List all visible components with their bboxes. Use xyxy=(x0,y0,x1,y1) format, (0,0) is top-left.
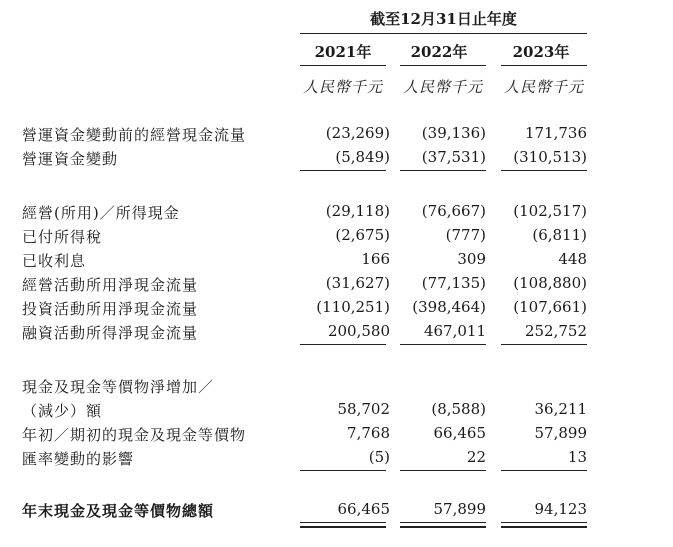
cell-2023: 252,752 xyxy=(524,322,587,340)
total-double-rule xyxy=(300,526,386,528)
year-rule-2023 xyxy=(501,65,587,66)
unit-2023: 人民幣千元 xyxy=(503,78,584,96)
cell-2023: 57,899 xyxy=(534,424,587,442)
row-label: （減少）額 xyxy=(22,402,103,420)
total-double-rule xyxy=(400,526,486,528)
cell-2022: (76,667) xyxy=(421,202,486,220)
row-label: 營運資金變動前的經營現金流量 xyxy=(22,126,247,144)
cell-2022: (777) xyxy=(445,226,486,244)
cell-2021: (5,849) xyxy=(335,148,390,166)
total-double-rule xyxy=(300,522,386,523)
cell-2021: 7,768 xyxy=(347,424,390,442)
row-label: 融資活動所得淨現金流量 xyxy=(22,324,199,342)
cell-2023: 171,736 xyxy=(524,124,587,142)
year-2021: 2021年 xyxy=(314,43,372,61)
row-label: 現金及現金等價物淨增加／ xyxy=(22,378,215,396)
subtotal-rule xyxy=(501,170,587,171)
year-rule-2021 xyxy=(300,65,386,66)
total-double-rule xyxy=(400,522,486,523)
cell-2022: 309 xyxy=(457,250,486,268)
total-2022: 57,899 xyxy=(433,500,486,518)
total-label: 年末現金及現金等價物總額 xyxy=(22,502,215,520)
cell-2021: 58,702 xyxy=(337,400,390,418)
cell-2022: 66,465 xyxy=(433,424,486,442)
cell-2023: (310,513) xyxy=(513,148,587,166)
total-double-rule xyxy=(501,526,587,528)
cell-2023: (6,811) xyxy=(532,226,587,244)
subtotal-rule xyxy=(501,470,587,471)
row-label: 投資活動所用淨現金流量 xyxy=(22,300,199,318)
row-label: 匯率變動的影響 xyxy=(22,450,135,468)
cell-2022: 22 xyxy=(466,448,486,466)
subtotal-rule xyxy=(400,470,486,471)
cell-2022: (37,531) xyxy=(421,148,486,166)
subtotal-rule xyxy=(300,470,386,471)
row-label: 營運資金變動 xyxy=(22,150,119,168)
unit-2021: 人民幣千元 xyxy=(302,78,383,96)
cell-2023: (108,880) xyxy=(513,274,587,292)
cell-2022: (39,136) xyxy=(421,124,486,142)
cell-2021: (110,251) xyxy=(316,298,390,316)
cell-2021: (5) xyxy=(368,448,390,466)
row-label: 經營活動所用淨現金流量 xyxy=(22,276,199,294)
cell-2023: (107,661) xyxy=(513,298,587,316)
unit-2022: 人民幣千元 xyxy=(402,78,483,96)
header-rule xyxy=(300,33,587,34)
year-2022: 2022年 xyxy=(410,43,468,61)
cell-2021: (31,627) xyxy=(325,274,390,292)
row-label: 已付所得稅 xyxy=(22,228,103,246)
period-header: 截至12月31日止年度 xyxy=(370,10,517,28)
total-2021: 66,465 xyxy=(337,500,390,518)
cell-2022: (8,588) xyxy=(431,400,486,418)
subtotal-rule xyxy=(300,344,386,345)
cell-2023: 36,211 xyxy=(534,400,587,418)
cell-2022: (77,135) xyxy=(421,274,486,292)
cell-2021: (23,269) xyxy=(325,124,390,142)
cell-2021: (29,118) xyxy=(325,202,390,220)
cell-2023: (102,517) xyxy=(513,202,587,220)
cell-2022: (398,464) xyxy=(412,298,486,316)
cell-2023: 448 xyxy=(558,250,587,268)
total-double-rule xyxy=(501,522,587,523)
year-2023: 2023年 xyxy=(512,43,570,61)
cell-2021: 166 xyxy=(361,250,390,268)
row-label: 經營(所用)／所得現金 xyxy=(22,204,180,222)
cell-2021: (2,675) xyxy=(335,226,390,244)
cell-2022: 467,011 xyxy=(423,322,486,340)
cell-2023: 13 xyxy=(567,448,587,466)
row-label: 已收利息 xyxy=(22,252,87,270)
total-2023: 94,123 xyxy=(534,500,587,518)
subtotal-rule xyxy=(400,344,486,345)
subtotal-rule xyxy=(501,344,587,345)
cell-2021: 200,580 xyxy=(327,322,390,340)
subtotal-rule xyxy=(300,170,386,171)
row-label: 年初／期初的現金及現金等價物 xyxy=(22,426,247,444)
subtotal-rule xyxy=(400,170,486,171)
year-rule-2022 xyxy=(400,65,486,66)
